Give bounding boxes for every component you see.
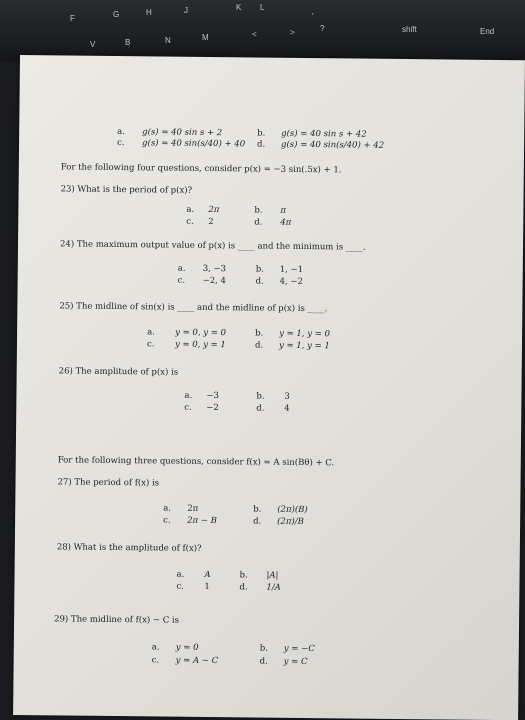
q25-option-b: y = 1, y = 0 <box>279 328 331 340</box>
q23-d-letter: d. <box>254 217 263 228</box>
top-option-b: g(s) = 40 sin s + 42 <box>281 128 367 140</box>
key-h: H <box>146 8 152 17</box>
q26-option-b: 3 <box>284 391 290 402</box>
question-29-stem: 29) The midline of f(x) − C is <box>54 614 180 626</box>
q28-a-letter: a. <box>176 569 185 580</box>
q28-option-b: |A| <box>266 570 279 581</box>
q29-option-d: y = C <box>283 656 308 668</box>
key-less: < <box>252 30 257 39</box>
q27-d-letter: d. <box>253 516 262 527</box>
shift-key-label: shift <box>402 25 417 34</box>
q28-c-letter: c. <box>176 581 184 592</box>
q24-option-b: 1, −1 <box>279 264 304 275</box>
q29-a-letter: a. <box>151 642 160 653</box>
q26-a-letter: a. <box>184 390 193 401</box>
key-f: F <box>70 14 75 23</box>
question-24-stem: 24) The maximum output value of p(x) is ____ and the minimum is ____. <box>59 239 366 253</box>
top-option-a-letter: a. <box>117 127 126 138</box>
q24-a-letter: a. <box>177 263 186 274</box>
question-26-stem: 26) The amplitude of p(x) is <box>58 366 179 378</box>
q24-d-letter: d. <box>255 276 264 287</box>
key-quote: ' <box>312 12 314 21</box>
key-k: K <box>236 3 242 12</box>
q27-option-c: 2π − B <box>187 515 217 527</box>
q23-a-letter: a. <box>186 204 195 215</box>
q25-b-letter: b. <box>255 328 264 339</box>
top-option-b-letter: b. <box>257 128 266 139</box>
q25-option-c: y = 0, y = 1 <box>174 339 226 351</box>
top-option-d: g(s) = 40 sin(s/40) + 42 <box>281 139 385 151</box>
intro-f-function: For the following three questions, consider f(x) = A sin(Bθ) + C. <box>57 455 335 469</box>
q29-option-b: y = −C <box>283 643 315 655</box>
q27-c-letter: c. <box>163 515 171 526</box>
q25-option-a: y = 0, y = 0 <box>175 327 227 339</box>
q28-option-a: A <box>204 569 211 581</box>
q23-b-letter: b. <box>254 205 263 216</box>
q23-option-d: 4π <box>280 217 292 228</box>
keyboard-background <box>0 0 525 62</box>
q29-option-a: y = 0 <box>175 642 199 653</box>
key-g: G <box>113 10 120 19</box>
q25-d-letter: d. <box>254 340 264 351</box>
q28-option-c: 1 <box>204 581 210 593</box>
q26-option-c: −2 <box>206 402 219 414</box>
q26-b-letter: b. <box>256 391 265 402</box>
key-n: N <box>165 36 171 45</box>
q25-a-letter: a. <box>147 327 155 338</box>
q26-option-d: 4 <box>284 403 290 414</box>
question-23-stem: 23) What is the period of p(x)? <box>60 184 193 196</box>
key-question: ? <box>320 24 325 33</box>
q25-option-d: y = 1, y = 1 <box>278 340 330 352</box>
question-27-stem: 27) The period of f(x) is <box>57 477 160 489</box>
q24-c-letter: c. <box>177 275 186 286</box>
end-key-label: End <box>480 27 495 36</box>
key-j: J <box>184 6 188 15</box>
q27-option-b: (2π)(B) <box>277 504 308 516</box>
intro-p-function: For the following four questions, consider p(x) = −3 sin(.5x) + 1. <box>60 162 342 176</box>
q29-option-c: y = A − C <box>175 655 219 667</box>
q26-option-a: −3 <box>206 390 220 402</box>
key-l: L <box>260 3 265 12</box>
question-28-stem: 28) What is the amplitude of f(x)? <box>56 542 202 554</box>
q23-option-b: π <box>280 205 287 216</box>
top-option-c: g(s) = 40 sin(s/40) + 40 <box>142 138 246 150</box>
q27-a-letter: a. <box>163 503 172 514</box>
q28-b-letter: b. <box>239 570 248 581</box>
q27-option-a: 2π <box>187 503 199 514</box>
q23-c-letter: c. <box>186 216 194 227</box>
top-option-c-letter: c. <box>117 138 125 149</box>
q27-option-d: (2π)/B <box>277 516 304 527</box>
worksheet-page <box>13 55 525 720</box>
q29-c-letter: c. <box>151 655 160 666</box>
key-greater: > <box>290 28 295 37</box>
key-b: B <box>125 38 131 47</box>
q28-option-d: 1/A <box>266 582 281 593</box>
q24-b-letter: b. <box>255 264 264 275</box>
q29-d-letter: d. <box>259 656 268 667</box>
q24-option-d: 4, −2 <box>279 276 304 287</box>
question-25-stem: 25) The midline of sin(x) is ____ and the midline of p(x) is ____. <box>59 301 328 315</box>
q25-c-letter: c. <box>146 339 155 350</box>
q23-option-a: 2π <box>208 204 220 216</box>
q24-option-a: 3, −3 <box>202 263 227 275</box>
top-option-d-letter: d. <box>257 139 266 150</box>
q26-d-letter: d. <box>256 403 265 414</box>
q24-option-c: −2, 4 <box>202 275 227 287</box>
key-m: M <box>202 33 209 42</box>
key-v: V <box>90 40 96 49</box>
q23-option-c: 2 <box>208 216 214 228</box>
q29-b-letter: b. <box>259 643 269 654</box>
q27-b-letter: b. <box>253 504 262 515</box>
top-option-a: g(s) = 40 sin s + 2 <box>142 127 223 139</box>
q26-c-letter: c. <box>184 402 192 413</box>
q28-d-letter: d. <box>239 582 248 593</box>
